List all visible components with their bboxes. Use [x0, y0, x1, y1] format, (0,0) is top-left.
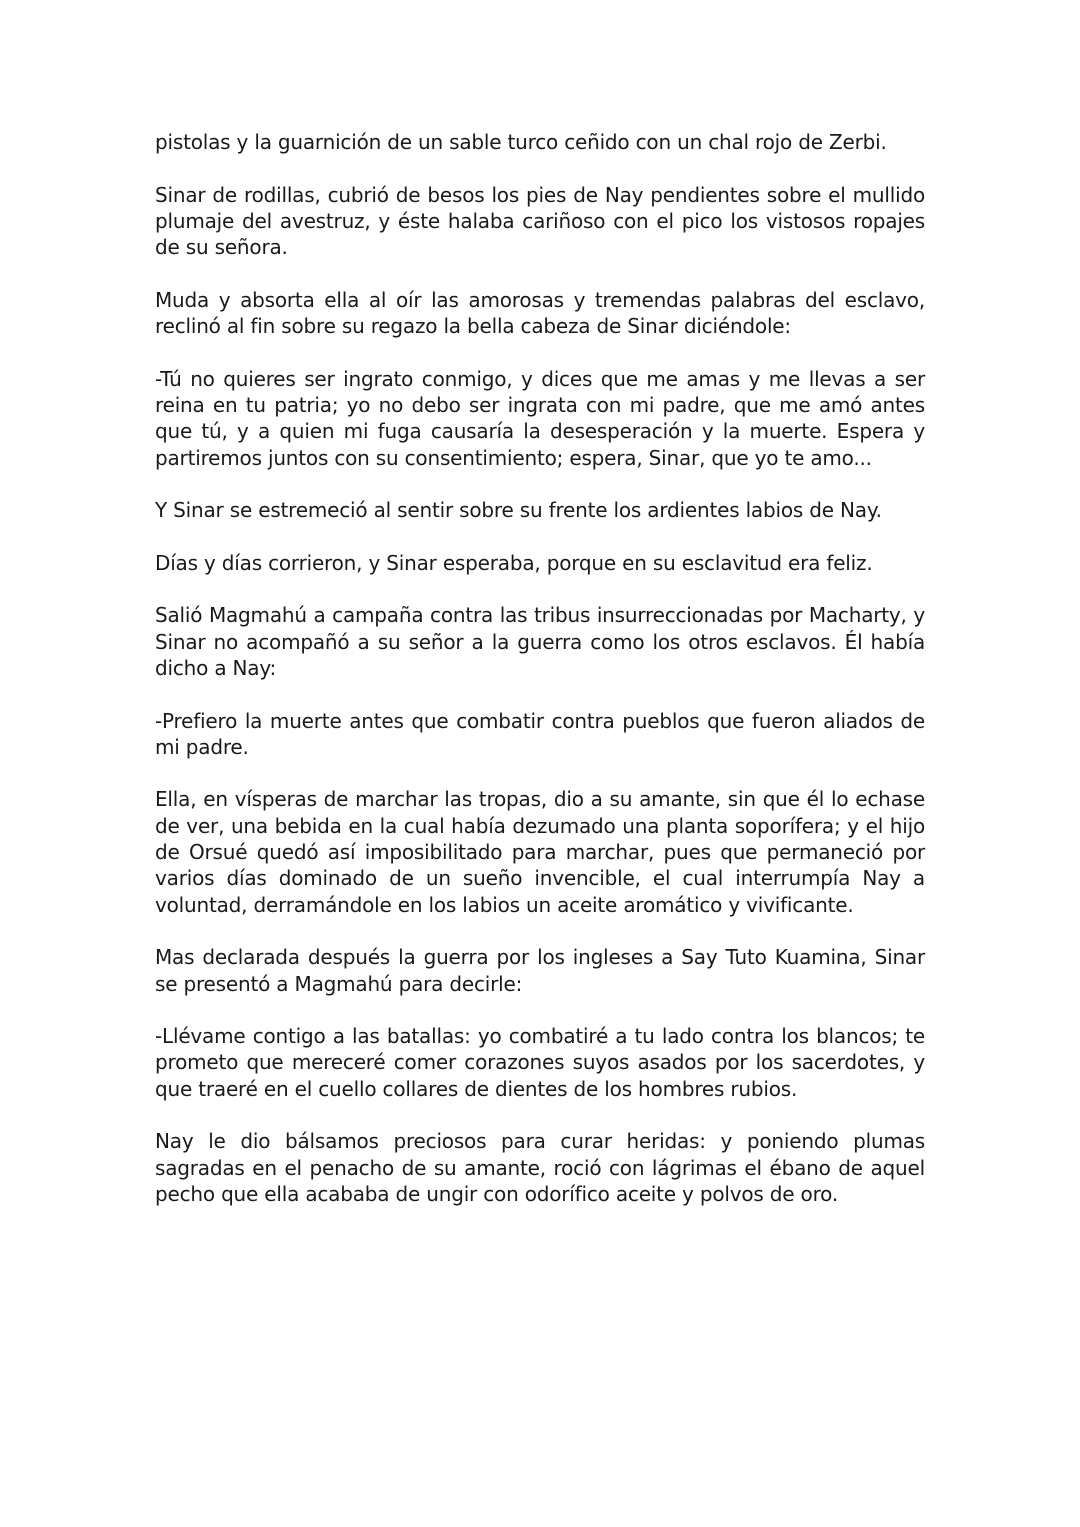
paragraph-5: Y Sinar se estremeció al sentir sobre su frente los ardientes labios de Nay. — [155, 498, 882, 523]
paragraph-3: Muda y absorta ella al oír las amorosas y tremendas palabras del esclavo, reclinó al fin sobre su regazo la bella cabeza de Sinar diciéndole: — [155, 287, 925, 339]
paragraph-8: -Prefiero la muerte antes que combatir contra pueblos que fueron aliados de mi padre. — [155, 708, 925, 759]
paragraph-6: Días y días corrieron, y Sinar esperaba, porque en su esclavitud era feliz. — [155, 550, 873, 575]
paragraph-10: Mas declarada después la guerra por los ingleses a Say Tuto Kuamina, Sinar se presentó a Magmahú para decirle: — [155, 945, 925, 996]
paragraph-4: -Tú no quieres ser ingrato conmigo, y dices que me amas y me llevas a ser reina en tu patria; yo no debo ser ingrata con mi padre, que me amó antes que tú, y a quien mi fuga causaría la desesperación y la muerte. Espera y partiremos juntos con su consentimiento; espera, Sinar, que yo te amo... — [155, 366, 925, 470]
paragraph-12: Nay le dio bálsamos preciosos para curar heridas: y poniendo plumas sagradas en el penacho de su amante, roció con lágrimas el ébano de aquel pecho que ella acababa de ungir con odorífico aceite y polvos de oro. — [155, 1129, 925, 1206]
paragraph-1: pistolas y la guarnición de un sable turco ceñido con un chal rojo de Zerbi. — [155, 130, 887, 154]
paragraph-2: Sinar de rodillas, cubrió de besos los pies de Nay pendientes sobre el mullido plumaje del avestruz, y éste halaba cariñoso con el pico los vistosos ropajes de su señora. — [155, 182, 925, 260]
paragraph-11: -Llévame contigo a las batallas: yo combatiré a tu lado contra los blancos; te prometo que mereceré comer corazones suyos asados por los sacerdotes, y que traeré en el cuello collares de dientes de los hombres rubios. — [155, 1024, 925, 1101]
paragraph-9: Ella, en vísperas de marchar las tropas, dio a su amante, sin que él lo echase de ver, una bebida en la cual había dezumado una planta soporífera; y el hijo de Orsué quedó así imposibilitado para marchar, pues que permaneció por varios días dominado de un sueño invencible, el cual interrumpía Nay a voluntad, derramándole en los labios un aceite aromático y vivificante. — [155, 787, 925, 917]
document-page — [155, 129, 925, 1233]
paragraph-7: Salió Magmahú a campaña contra las tribus insurreccionadas por Macharty, y Sinar no acompañó a su señor a la guerra como los otros esclavos. Él había dicho a Nay: — [155, 603, 925, 680]
